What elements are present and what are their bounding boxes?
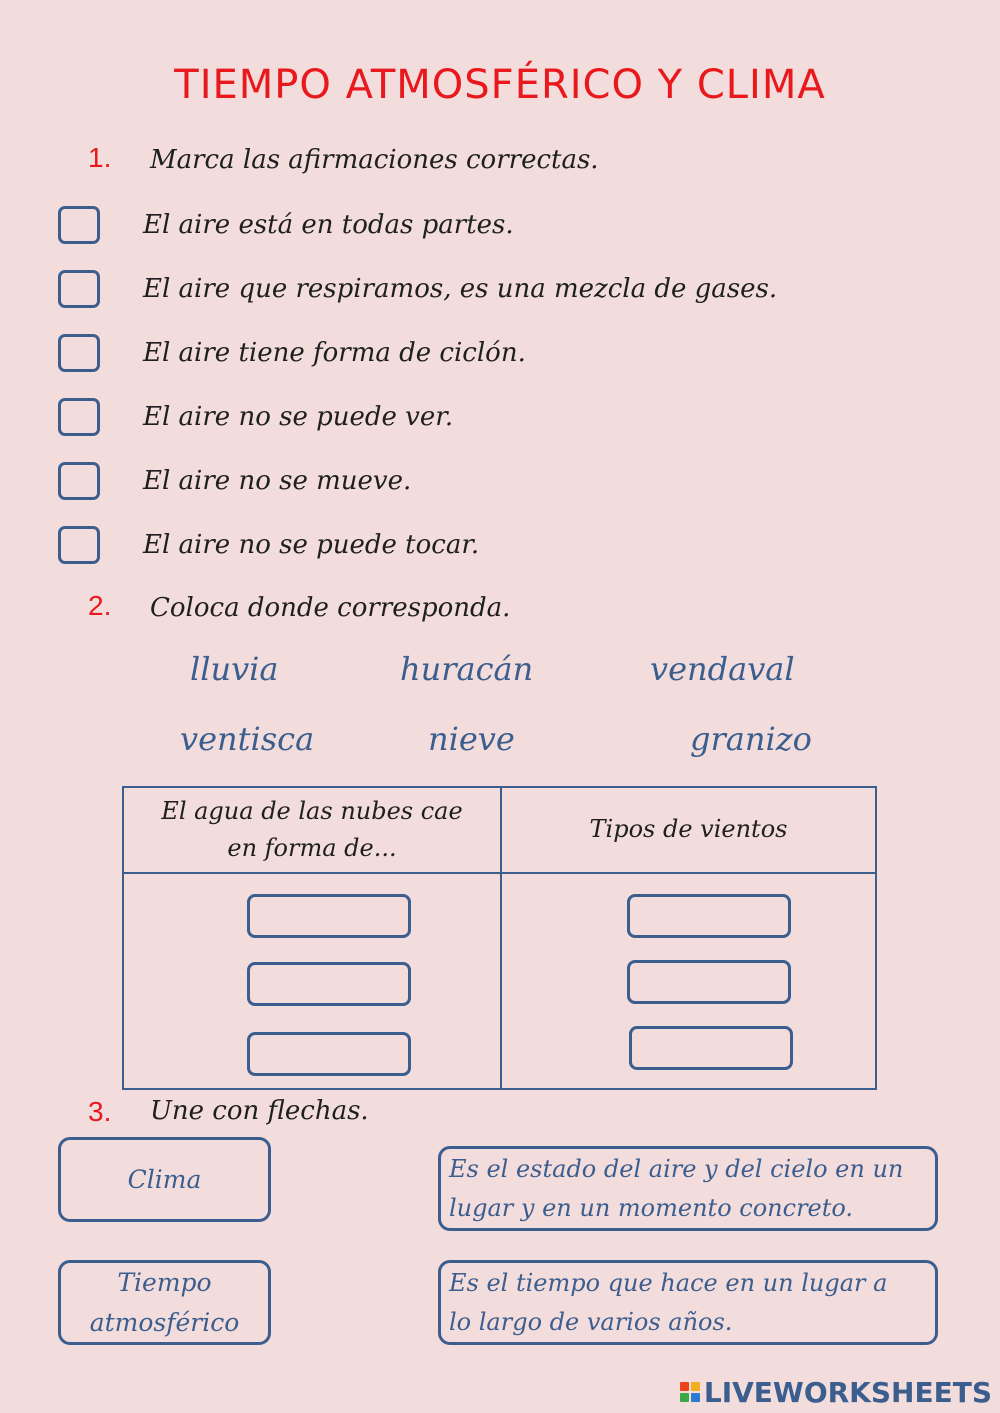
checkbox-statement-2[interactable] <box>58 270 100 308</box>
match-left-tiempo-atmosferico[interactable] <box>58 1260 271 1345</box>
table-header-winds: Tipos de vientos <box>589 815 788 844</box>
word-ventisca[interactable]: ventisca <box>180 720 315 758</box>
match-left-tiempo-line2: atmosférico <box>89 1307 240 1337</box>
word-granizo[interactable]: granizo <box>690 720 812 758</box>
statement-6: El aire no se puede tocar. <box>143 530 480 560</box>
table-header-precipitation <box>124 788 500 872</box>
question-1-number: 1. <box>88 142 112 173</box>
table-header-precipitation-line1: El agua de las nubes cae <box>161 796 463 825</box>
drop-slot-precipitation-2[interactable] <box>247 962 411 1006</box>
drop-slot-winds-3[interactable] <box>629 1026 793 1070</box>
question-2-instruction: Coloca donde corresponda. <box>150 593 511 623</box>
match-left-clima[interactable] <box>58 1137 271 1222</box>
match-right-definition-1[interactable] <box>438 1146 938 1231</box>
match-left-clima-label: Clima <box>127 1164 202 1194</box>
drop-slot-precipitation-1[interactable] <box>247 894 411 938</box>
drop-slot-precipitation-3[interactable] <box>247 1032 411 1076</box>
match-right-2-line1: Es el tiempo que hace en un lugar a <box>449 1269 888 1298</box>
word-huracan[interactable]: huracán <box>400 650 534 688</box>
match-right-definition-2[interactable] <box>438 1260 938 1345</box>
statement-5: El aire no se mueve. <box>143 466 412 496</box>
checkbox-statement-5[interactable] <box>58 462 100 500</box>
table-divider-horizontal <box>124 872 875 874</box>
question-1-instruction: Marca las afirmaciones correctas. <box>150 145 599 175</box>
word-lluvia[interactable]: lluvia <box>190 650 279 688</box>
match-right-2-line2: lo largo de varios años. <box>449 1307 733 1336</box>
question-3-number: 3. <box>88 1096 112 1127</box>
checkbox-statement-6[interactable] <box>58 526 100 564</box>
drop-slot-winds-2[interactable] <box>627 960 791 1004</box>
statement-4: El aire no se puede ver. <box>143 402 454 432</box>
checkbox-statement-3[interactable] <box>58 334 100 372</box>
liveworksheets-logo-icon <box>680 1382 700 1402</box>
statement-2: El aire que respiramos, es una mezcla de gases. <box>143 274 778 304</box>
statement-1: El aire está en todas partes. <box>143 210 514 240</box>
table-header-precipitation-line2: en forma de... <box>227 834 397 862</box>
checkbox-statement-4[interactable] <box>58 398 100 436</box>
drop-slot-winds-1[interactable] <box>627 894 791 938</box>
classification-table <box>122 786 877 1090</box>
question-2-number: 2. <box>88 590 112 621</box>
page-title: TIEMPO ATMOSFÉRICO Y CLIMA <box>174 62 826 108</box>
word-nieve[interactable]: nieve <box>428 720 515 758</box>
word-vendaval[interactable]: vendaval <box>650 650 795 688</box>
liveworksheets-brand: LIVEWORKSHEETS <box>703 1375 992 1409</box>
question-3-instruction: Une con flechas. <box>150 1096 369 1126</box>
match-right-1-line1: Es el estado del aire y del cielo en un <box>449 1155 904 1184</box>
match-left-tiempo-line1: Tiempo <box>117 1267 212 1297</box>
liveworksheets-footer <box>680 1374 992 1410</box>
checkbox-statement-1[interactable] <box>58 206 100 244</box>
match-right-1-line2: lugar y en un momento concreto. <box>449 1193 854 1222</box>
statement-3: El aire tiene forma de ciclón. <box>143 338 526 368</box>
